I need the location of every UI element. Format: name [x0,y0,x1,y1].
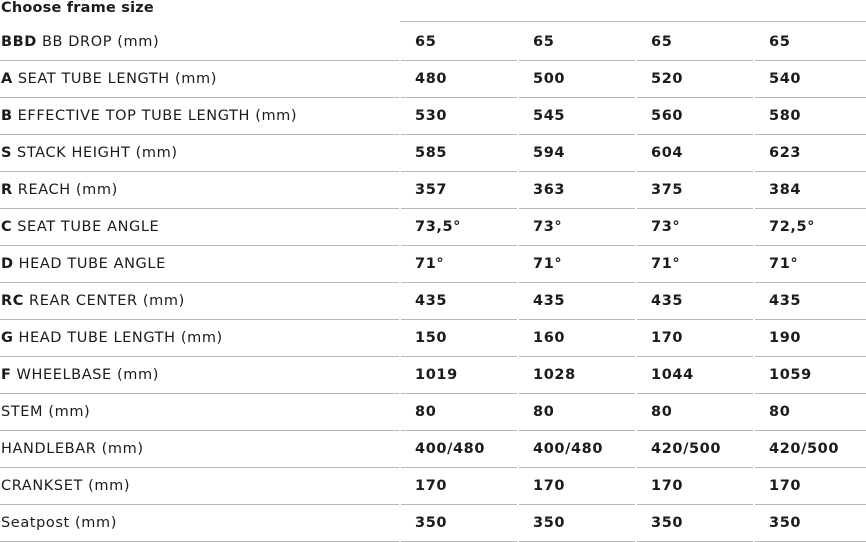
size-4-value: 65 [754,24,866,61]
size-1-value: 480 [400,61,518,98]
table-row [0,246,866,283]
size-4-value: 190 [754,320,866,357]
size-4-value: 1059 [754,357,866,394]
size-4-value: 170 [754,468,866,505]
size-2-value: 160 [518,320,636,357]
size-3-value: 420/500 [636,431,754,468]
divider [400,21,866,22]
size-1-value: 530 [400,98,518,135]
size-2-value: 594 [518,135,636,172]
size-3-value: 80 [636,394,754,431]
size-2-value: 1028 [518,357,636,394]
dimension-label: CRANKSET (mm) [1,478,131,494]
size-3-value: 375 [636,172,754,209]
size-3-value: 71° [636,246,754,283]
size-2-value: 65 [518,24,636,61]
size-2-value: 80 [518,394,636,431]
table-row [0,320,866,357]
size-3-value: 560 [636,98,754,135]
size-3-value: 170 [636,468,754,505]
size-1-value: 65 [400,24,518,61]
row-label-cell [0,98,400,135]
size-2-value: 500 [518,61,636,98]
row-label-cell [0,135,400,172]
size-1-value: 1019 [400,357,518,394]
table-row [0,431,866,468]
geometry-table [0,24,866,542]
row-label-cell [0,172,400,209]
dimension-label: EFFECTIVE TOP TUBE LENGTH (mm) [17,108,298,124]
dimension-code: RC [1,293,25,309]
dimension-label: Seatpost (mm) [1,515,117,531]
size-3-value: 170 [636,320,754,357]
table-row [0,24,866,61]
table-row [0,98,866,135]
dimension-label: HEAD TUBE LENGTH (mm) [18,330,223,346]
size-4-value: 420/500 [754,431,866,468]
size-4-value: 350 [754,505,866,542]
dimension-label: REACH (mm) [17,182,118,198]
row-label-cell [0,505,400,542]
table-row [0,61,866,98]
dimension-label: HANDLEBAR (mm) [1,441,144,457]
size-4-value: 72,5° [754,209,866,246]
size-2-value: 350 [518,505,636,542]
size-1-value: 80 [400,394,518,431]
size-2-value: 71° [518,246,636,283]
size-1-value: 585 [400,135,518,172]
size-4-value: 80 [754,394,866,431]
dimension-label: STACK HEIGHT (mm) [17,145,178,161]
size-3-value: 73° [636,209,754,246]
table-row [0,172,866,209]
size-2-value: 73° [518,209,636,246]
size-2-value: 363 [518,172,636,209]
size-4-value: 580 [754,98,866,135]
size-4-value: 384 [754,172,866,209]
dimension-code: R [1,182,13,198]
dimension-code: D [1,256,14,272]
dimension-code: BBD [1,34,37,50]
table-row [0,209,866,246]
table-row [0,505,866,542]
table-row [0,357,866,394]
dimension-label: BB DROP (mm) [41,34,160,50]
dimension-label: SEAT TUBE LENGTH (mm) [17,71,217,87]
size-2-value: 170 [518,468,636,505]
size-1-value: 357 [400,172,518,209]
dimension-label: WHEELBASE (mm) [16,367,159,383]
row-label-cell [0,283,400,320]
size-3-value: 350 [636,505,754,542]
row-label-cell [0,246,400,283]
table-row [0,394,866,431]
page-title: Choose frame size [1,0,154,16]
row-label-cell [0,24,400,61]
dimension-code: S [1,145,13,161]
dimension-label: REAR CENTER (mm) [29,293,185,309]
size-3-value: 520 [636,61,754,98]
dimension-label: HEAD TUBE ANGLE [18,256,166,272]
table-row [0,135,866,172]
size-2-value: 545 [518,98,636,135]
size-1-value: 435 [400,283,518,320]
size-1-value: 170 [400,468,518,505]
dimension-label: SEAT TUBE ANGLE [17,219,160,235]
size-3-value: 604 [636,135,754,172]
size-1-value: 73,5° [400,209,518,246]
size-4-value: 435 [754,283,866,320]
row-label-cell [0,209,400,246]
size-2-value: 435 [518,283,636,320]
row-label-cell [0,61,400,98]
dimension-code: G [1,330,14,346]
size-3-value: 435 [636,283,754,320]
size-4-value: 540 [754,61,866,98]
size-3-value: 65 [636,24,754,61]
size-4-value: 623 [754,135,866,172]
size-2-value: 400/480 [518,431,636,468]
size-1-value: 400/480 [400,431,518,468]
size-1-value: 150 [400,320,518,357]
row-label-cell [0,357,400,394]
size-4-value: 71° [754,246,866,283]
table-row [0,468,866,505]
dimension-code: B [1,108,13,124]
row-label-cell [0,468,400,505]
row-label-cell [0,320,400,357]
size-1-value: 71° [400,246,518,283]
dimension-code: A [1,71,13,87]
table-row [0,283,866,320]
dimension-code: C [1,219,13,235]
size-3-value: 1044 [636,357,754,394]
geometry-table-body [0,24,866,542]
size-1-value: 350 [400,505,518,542]
row-label-cell [0,431,400,468]
dimension-code: F [1,367,12,383]
row-label-cell [0,394,400,431]
dimension-label: STEM (mm) [1,404,91,420]
